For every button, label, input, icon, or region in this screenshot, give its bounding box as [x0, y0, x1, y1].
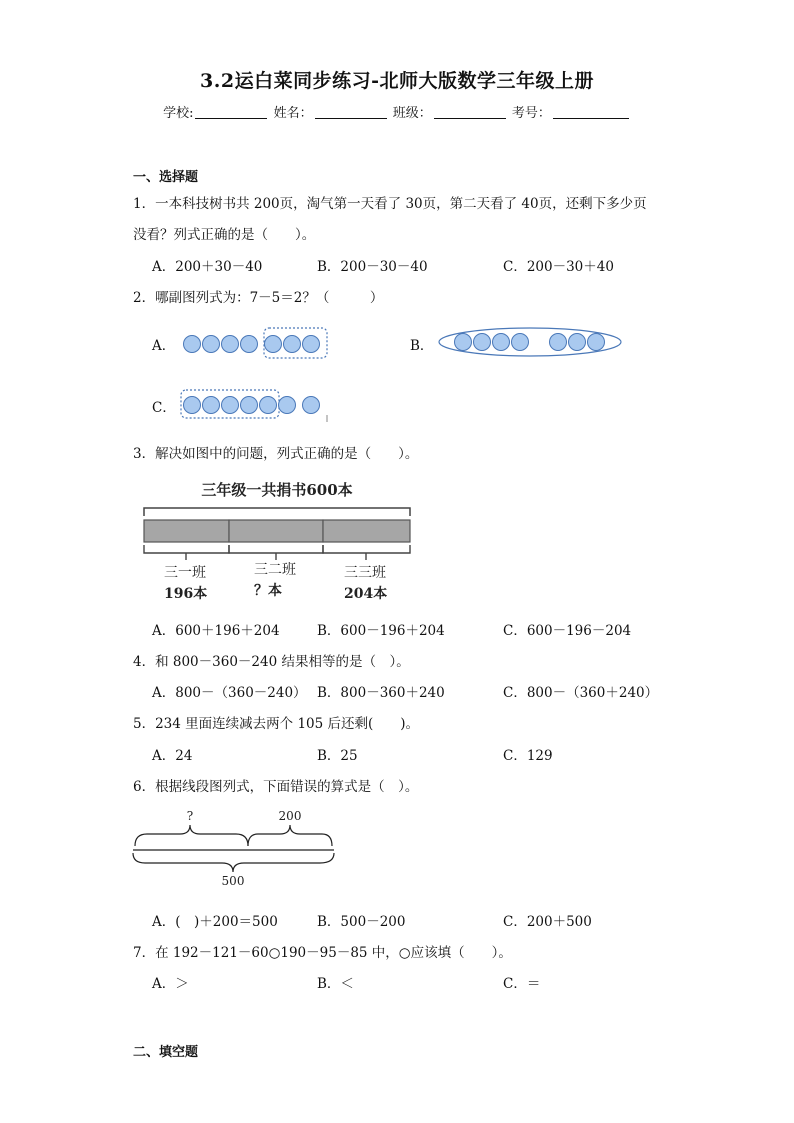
circle: [184, 336, 201, 353]
section-heading-fill-in: 二、填空题: [133, 1045, 199, 1060]
question-2-figure-b: [438, 326, 624, 358]
question-4-option-c: C．800－（360＋240）: [503, 685, 659, 701]
class-1-bracket: [144, 545, 229, 553]
question-2-option-c: C．: [152, 400, 176, 416]
circle: [241, 397, 258, 414]
school-label: 学校:: [163, 106, 194, 121]
figure-total-label: 三年级一共捐书600本: [201, 481, 353, 499]
question-3-option-a: A．600＋196＋204: [152, 623, 280, 639]
page-title: 3.2运白菜同步练习-北师大版数学三年级上册: [200, 70, 594, 92]
circle: [279, 397, 296, 414]
name-label: 姓名：: [273, 106, 313, 121]
question-3-text: 3．解决如图中的问题，列式正确的是（ ）。: [133, 446, 419, 462]
circle: [284, 336, 301, 353]
class-2-label: 三二班: [254, 562, 296, 578]
school-blank: [195, 105, 267, 119]
question-1-option-c: C．200－30＋40: [503, 259, 614, 275]
question-2-figure-c: [180, 388, 330, 424]
circle: [241, 336, 258, 353]
class-label: 班级：: [392, 106, 432, 121]
section-heading-choice: 一、选择题: [133, 170, 199, 185]
question-6-option-b: B．500－200: [317, 914, 406, 930]
segment-class-2: [229, 520, 323, 542]
student-info-line: [0, 102, 794, 121]
question-6-option-c: C．200＋500: [503, 914, 592, 930]
class-blank: [434, 105, 506, 119]
total-brace: [133, 853, 334, 872]
question-7-option-b: B．＜: [317, 976, 354, 992]
question-5-option-a: A．24: [152, 748, 193, 764]
question-7-text: 7．在 192－121－60○190－95－85 中，○应该填（ ）。: [133, 945, 512, 961]
circle: [512, 334, 529, 351]
question-3-figure: [140, 474, 420, 608]
segment-class-1: [144, 520, 229, 542]
circle: [303, 336, 320, 353]
unknown-brace: [135, 825, 248, 846]
circle: [222, 336, 239, 353]
question-2-option-a: A．: [152, 338, 176, 354]
known-part-label: 200: [278, 809, 302, 823]
circle: [455, 334, 472, 351]
question-5-option-b: B．25: [317, 748, 358, 764]
question-1-option-a: A．200＋30－40: [152, 259, 263, 275]
name-blank: [315, 105, 387, 119]
circle: [569, 334, 586, 351]
class-1-value: 196本: [164, 586, 208, 602]
question-5-option-c: C．129: [503, 748, 553, 764]
circle: [203, 336, 220, 353]
class-3-value: 204本: [344, 586, 388, 602]
question-6-option-a: A．( )＋200＝500: [152, 914, 278, 930]
circle: [260, 397, 277, 414]
circle: [222, 397, 239, 414]
circle: [265, 336, 282, 353]
question-4-text: 4．和 800－360－240 结果相等的是（ ）。: [133, 654, 410, 670]
question-2-option-b: B．: [410, 338, 434, 354]
question-7-option-a: A．＞: [152, 976, 189, 992]
exam-number-label: 考号：: [511, 106, 551, 121]
unknown-part-label: ?: [186, 809, 194, 823]
exam-number-blank: [553, 105, 629, 119]
question-2-figure-a: [180, 326, 330, 360]
circle: [588, 334, 605, 351]
class-1-label: 三一班: [164, 565, 206, 581]
question-1-line-2: 没看？列式正确的是（ ）。: [133, 227, 316, 243]
circle: [493, 334, 510, 351]
circle: [303, 397, 320, 414]
circle: [184, 397, 201, 414]
circle: [550, 334, 567, 351]
class-3-label: 三三班: [344, 565, 386, 581]
question-6-text: 6．根据线段图列式，下面错误的算式是（ ）。: [133, 779, 419, 795]
question-5-text: 5．234 里面连续减去两个 105 后还剩( )。: [133, 716, 420, 732]
question-3-option-b: B．600－196＋204: [317, 623, 445, 639]
question-1-option-b: B．200－30－40: [317, 259, 428, 275]
question-2-text: 2．哪副图列式为：7－5＝2？（ ）: [133, 290, 384, 306]
question-4-option-b: B．800－360＋240: [317, 685, 445, 701]
question-6-line-diagram: [130, 806, 340, 890]
question-7-option-c: C．＝: [503, 976, 541, 992]
total-bracket: [144, 508, 410, 516]
circle: [203, 397, 220, 414]
question-1-line-1: 1．一本科技树书共 200页，淘气第一天看了 30页，第二天看了 40页，还剩下多少页: [133, 196, 647, 212]
part-brace: [248, 825, 332, 846]
class-3-bracket: [323, 545, 410, 553]
segment-class-3: [323, 520, 410, 542]
question-4-option-a: A．800－（360－240）: [152, 685, 307, 701]
class-2-bracket: [229, 545, 323, 553]
total-label: 500: [221, 874, 245, 888]
class-2-value: ？本: [254, 583, 282, 599]
question-3-option-c: C．600－196－204: [503, 623, 632, 639]
circle: [474, 334, 491, 351]
